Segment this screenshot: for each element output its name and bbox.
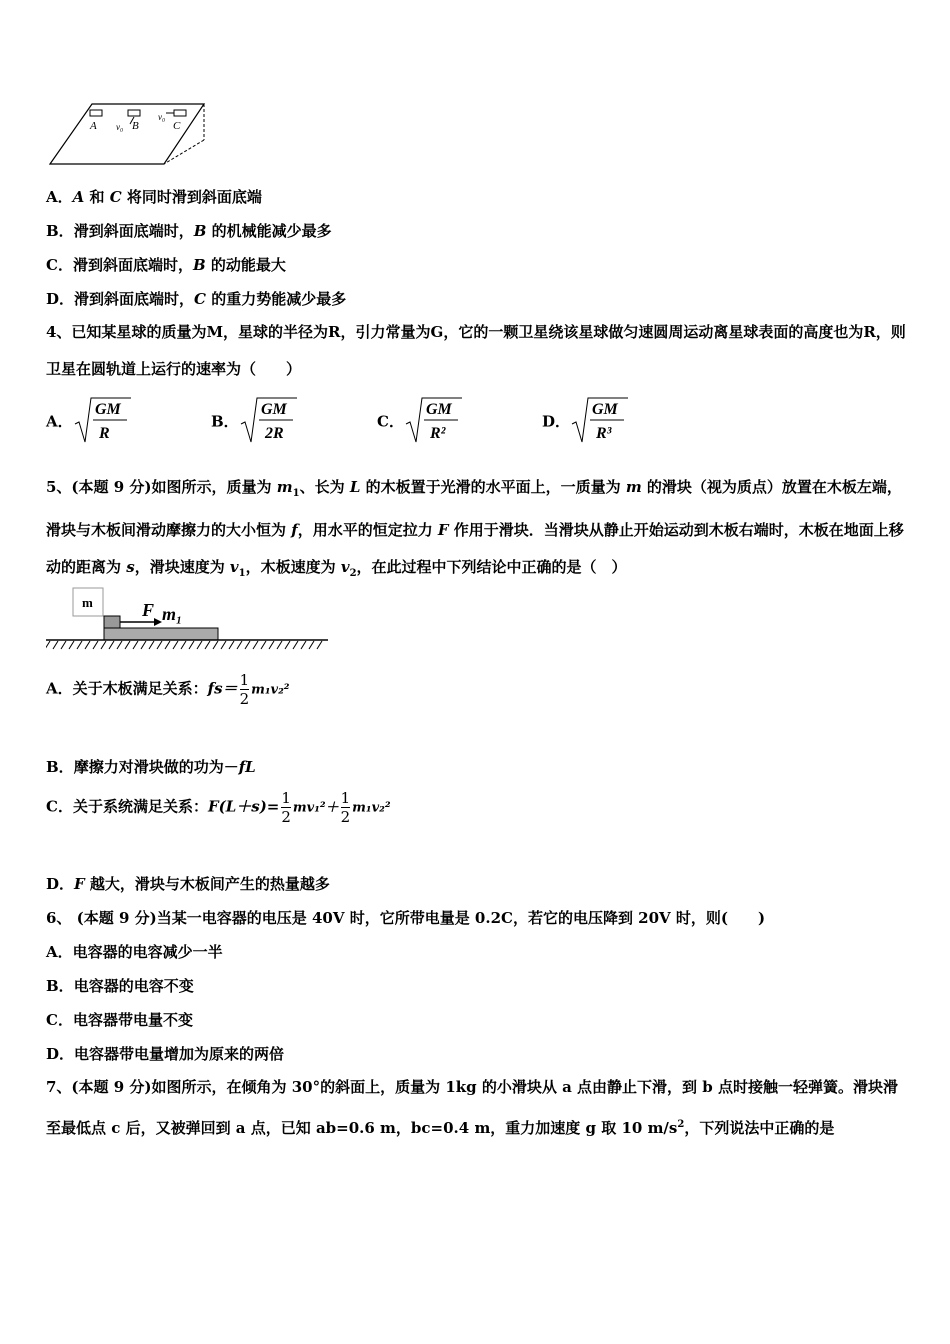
q4-option-c: C． GM R² bbox=[377, 394, 464, 448]
q5-option-b: B．摩擦力对滑块做的功为－fL bbox=[46, 758, 256, 776]
incline-v0-c: v₀ bbox=[158, 112, 166, 122]
q5-option-a: A．关于木板满足关系：fs＝ $\frac{1}{2}$ m₁v₂² bbox=[46, 671, 290, 708]
sqrt-numerator: GM bbox=[260, 401, 287, 418]
sqrt-symbol bbox=[73, 394, 133, 448]
sqrt-denominator: R³ bbox=[596, 425, 612, 442]
q4-stem: 4、已知某星球的质量为M，星球的半径为R，引力常量为G，它的一颗卫星绕该星球做匀速圆周运动离星球表面的高度也为R，则卫星在圆轨道上运行的速率为（ ） bbox=[46, 323, 906, 378]
sqrt-symbol bbox=[404, 394, 464, 448]
incline-label-a: A bbox=[90, 120, 97, 132]
incline-label-c: C bbox=[173, 120, 181, 132]
q5-stem: 5、(本题 9 分)如图所示，质量为 $m_1$、长为 L 的木板置于光滑的水平面上，一质量为 m 的滑块（视为质点）放置在木板左端，滑块与木板间滑动摩擦力的大小恒为 f，用水平的恒定拉力 F 作用于滑块．当滑块从静止开始运动到木板右端时，木板在地面上移动的距离为 s，滑块速度为 $v_1$，木板速度为 $v_2$，在此过程中下列结论中正确的是（ ） bbox=[46, 478, 904, 579]
q3-option-b: B．滑到斜面底端时，B 的机械能减少最多 bbox=[46, 222, 332, 240]
incline-figure bbox=[46, 100, 216, 170]
q6-option-c: C．电容器带电量不变 bbox=[46, 1011, 193, 1029]
sqrt-numerator: GM bbox=[592, 401, 618, 418]
q6-option-a: A．电容器的电容减少一半 bbox=[46, 943, 223, 961]
q3-option-a: A．A 和 C 将同时滑到斜面底端 bbox=[46, 188, 262, 206]
q5-option-c: C．关于系统满足关系：F(L＋s)= $\frac{1}{2}$ mv₁²＋ $\frac{1}{2}$ m₁v₂² bbox=[46, 789, 391, 826]
sqrt-numerator: GM bbox=[425, 401, 452, 418]
incline-label-b: B bbox=[132, 120, 139, 132]
q6-option-b: B．电容器的电容不变 bbox=[46, 977, 194, 995]
q5-board-label: m₁ bbox=[162, 604, 183, 624]
q4-option-b: B． GM 2R bbox=[211, 394, 299, 448]
fraction-half: $\frac{1}{2}$ bbox=[281, 789, 291, 826]
sqrt-symbol bbox=[570, 394, 630, 448]
sqrt-denominator: R² bbox=[429, 425, 446, 442]
q7-stem: 7、(本题 9 分)如图所示，在倾角为 30°的斜面上，质量为 1kg 的小滑块从 a 点由静止下滑，到 b 点时接触一轻弹簧。滑块滑至最低点 c 后，又被弹回到 a 点，已知 ab=0.6 m，bc=0.4 m，重力加速度 g 取 10 $m/s^2$，下列说法中正确的是 bbox=[46, 1078, 898, 1137]
q5-option-d: D．F 越大，滑块与木板间产生的热量越多 bbox=[46, 875, 330, 893]
q3-option-d: D．滑到斜面底端时，C 的重力势能减少最多 bbox=[46, 290, 347, 308]
q5-block-label: m bbox=[82, 595, 93, 610]
sqrt-numerator: GM bbox=[94, 401, 121, 418]
q5-figure bbox=[46, 586, 336, 654]
q3-option-c: C．滑到斜面底端时，B 的动能最大 bbox=[46, 256, 286, 274]
q6-stem: 6、 (本题 9 分)当某一电容器的电压是 40V 时，它所带电量是 0.2C，若它的电压降到 20V 时，则( ) bbox=[46, 909, 766, 927]
q6-option-d: D．电容器带电量增加为原来的两倍 bbox=[46, 1045, 285, 1063]
incline-v0-b: v₀ bbox=[116, 122, 124, 132]
q4-option-d: D． GM R³ bbox=[542, 394, 630, 448]
fraction-half: $\frac{1}{2}$ bbox=[239, 671, 250, 708]
sqrt-denominator: R bbox=[98, 425, 110, 442]
q4-option-a: A． GM R bbox=[46, 394, 133, 448]
sqrt-denominator: 2R bbox=[264, 425, 284, 442]
sqrt-symbol bbox=[239, 394, 299, 448]
fraction-half: $\frac{1}{2}$ bbox=[340, 789, 351, 826]
q5-force-label: F bbox=[142, 600, 155, 620]
